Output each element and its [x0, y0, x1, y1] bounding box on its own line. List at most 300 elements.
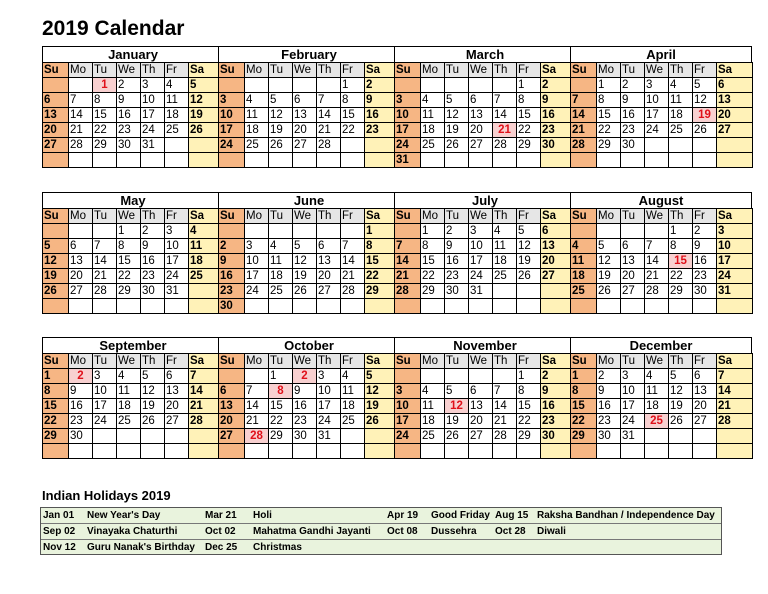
holiday-name: Raksha Bandhan / Independence Day — [537, 510, 715, 521]
day-cell: 22 — [517, 123, 541, 138]
weekday-header: Tu — [445, 209, 469, 224]
weekday-header: Sa — [541, 354, 577, 369]
empty-cell — [43, 299, 69, 314]
empty-cell — [469, 444, 493, 459]
month-july — [394, 192, 576, 314]
day-cell: 24 — [317, 414, 341, 429]
empty-cell — [269, 153, 293, 168]
day-cell: 28 — [341, 284, 365, 299]
empty-cell — [469, 369, 493, 384]
month-days-table — [42, 353, 225, 459]
empty-cell — [517, 299, 541, 314]
empty-cell — [717, 299, 753, 314]
day-cell: 2 — [621, 78, 645, 93]
day-cell: 29 — [43, 429, 69, 444]
empty-cell — [43, 444, 69, 459]
day-cell: 7 — [189, 369, 225, 384]
day-cell: 24 — [717, 269, 753, 284]
day-cell: 14 — [317, 108, 341, 123]
day-cell: 10 — [141, 93, 165, 108]
day-cell: 15 — [669, 254, 693, 269]
day-cell: 4 — [189, 224, 225, 239]
day-cell: 7 — [571, 93, 597, 108]
holiday-row — [41, 508, 721, 524]
empty-cell — [395, 299, 421, 314]
month-name: January — [42, 46, 224, 62]
weekday-header: Su — [395, 354, 421, 369]
day-cell: 19 — [693, 108, 717, 123]
holidays-table — [40, 507, 722, 555]
weekday-header: Fr — [165, 354, 189, 369]
day-cell: 2 — [693, 224, 717, 239]
day-cell: 14 — [493, 399, 517, 414]
weekday-header: Mo — [421, 209, 445, 224]
weekday-header: Su — [395, 209, 421, 224]
day-cell: 12 — [365, 384, 401, 399]
weekday-header: Th — [317, 63, 341, 78]
day-cell: 10 — [469, 239, 493, 254]
day-cell: 7 — [245, 384, 269, 399]
day-cell: 25 — [341, 414, 365, 429]
empty-cell — [43, 153, 69, 168]
empty-cell — [717, 444, 753, 459]
day-cell: 21 — [571, 123, 597, 138]
day-cell: 26 — [445, 138, 469, 153]
day-cell: 4 — [341, 369, 365, 384]
weekday-header: Sa — [189, 63, 225, 78]
day-cell: 9 — [541, 93, 577, 108]
day-cell: 23 — [597, 414, 621, 429]
day-cell: 6 — [165, 369, 189, 384]
weekday-header: Fr — [693, 63, 717, 78]
day-cell: 17 — [165, 254, 189, 269]
weekday-header: Fr — [693, 209, 717, 224]
day-cell: 7 — [317, 93, 341, 108]
month-june — [218, 192, 400, 314]
day-cell: 14 — [395, 254, 421, 269]
holiday-date: Oct 02 — [205, 526, 236, 537]
weekday-header: Th — [493, 63, 517, 78]
weekday-header: Th — [317, 209, 341, 224]
weekday-header: Mo — [421, 354, 445, 369]
empty-cell — [469, 153, 493, 168]
day-cell: 29 — [269, 429, 293, 444]
day-cell: 26 — [597, 284, 621, 299]
day-cell: 28 — [69, 138, 93, 153]
day-cell: 27 — [469, 138, 493, 153]
weekday-header: Su — [43, 63, 69, 78]
day-cell: 11 — [493, 239, 517, 254]
day-cell: 1 — [571, 369, 597, 384]
empty-cell — [717, 429, 753, 444]
day-cell: 28 — [493, 138, 517, 153]
day-cell: 8 — [517, 93, 541, 108]
weekday-header: Tu — [93, 354, 117, 369]
day-cell: 5 — [597, 239, 621, 254]
empty-cell — [493, 153, 517, 168]
empty-cell — [117, 153, 141, 168]
day-cell: 7 — [493, 384, 517, 399]
day-cell: 9 — [693, 239, 717, 254]
day-cell: 9 — [445, 239, 469, 254]
empty-cell — [445, 153, 469, 168]
day-cell: 9 — [597, 384, 621, 399]
weekday-header: Fr — [517, 209, 541, 224]
day-cell: 5 — [365, 369, 401, 384]
day-cell: 8 — [365, 239, 401, 254]
day-cell: 14 — [717, 384, 753, 399]
day-cell: 4 — [245, 93, 269, 108]
day-cell: 19 — [669, 399, 693, 414]
day-cell: 17 — [395, 123, 421, 138]
day-cell: 28 — [245, 429, 269, 444]
day-cell: 5 — [517, 224, 541, 239]
holiday-name: Christmas — [253, 542, 302, 553]
day-cell: 25 — [645, 414, 669, 429]
day-cell: 10 — [219, 108, 245, 123]
day-cell: 12 — [517, 239, 541, 254]
day-cell: 22 — [365, 269, 401, 284]
month-name: August — [570, 192, 752, 208]
day-cell: 14 — [341, 254, 365, 269]
day-cell: 18 — [341, 399, 365, 414]
day-cell: 17 — [219, 123, 245, 138]
weekday-header: Sa — [365, 63, 401, 78]
day-cell: 2 — [117, 78, 141, 93]
weekday-header: We — [117, 354, 141, 369]
day-cell: 16 — [693, 254, 717, 269]
day-cell: 18 — [493, 254, 517, 269]
day-cell: 4 — [117, 369, 141, 384]
day-cell: 23 — [541, 123, 577, 138]
day-cell: 8 — [421, 239, 445, 254]
day-cell: 6 — [541, 224, 577, 239]
holiday-date: Sep 02 — [43, 526, 76, 537]
empty-cell — [571, 224, 597, 239]
day-cell: 12 — [597, 254, 621, 269]
day-cell: 15 — [269, 399, 293, 414]
day-cell: 10 — [621, 384, 645, 399]
holiday-date: Oct 28 — [495, 526, 526, 537]
empty-cell — [621, 299, 645, 314]
day-cell: 11 — [645, 384, 669, 399]
weekday-header: Fr — [341, 63, 365, 78]
empty-cell — [245, 224, 269, 239]
day-cell: 2 — [445, 224, 469, 239]
day-cell: 1 — [365, 224, 401, 239]
holiday-name: New Year's Day — [87, 510, 161, 521]
empty-cell — [693, 153, 717, 168]
day-cell: 21 — [493, 414, 517, 429]
day-cell: 1 — [421, 224, 445, 239]
day-cell: 20 — [469, 414, 493, 429]
day-cell: 19 — [293, 269, 317, 284]
day-cell: 13 — [621, 254, 645, 269]
empty-cell — [445, 299, 469, 314]
holiday-row — [41, 524, 721, 540]
empty-cell — [219, 224, 245, 239]
empty-cell — [341, 138, 365, 153]
weekday-header: We — [645, 209, 669, 224]
empty-cell — [717, 138, 753, 153]
day-cell: 21 — [93, 269, 117, 284]
empty-cell — [645, 299, 669, 314]
day-cell: 15 — [117, 254, 141, 269]
weekday-header: Sa — [189, 354, 225, 369]
day-cell: 4 — [165, 78, 189, 93]
day-cell: 20 — [541, 254, 577, 269]
day-cell: 19 — [597, 269, 621, 284]
day-cell: 17 — [93, 399, 117, 414]
weekday-header: Th — [669, 354, 693, 369]
month-days-table — [218, 353, 401, 459]
empty-cell — [421, 299, 445, 314]
day-cell: 13 — [317, 254, 341, 269]
day-cell: 3 — [141, 78, 165, 93]
day-cell: 20 — [69, 269, 93, 284]
day-cell: 14 — [69, 108, 93, 123]
month-days-table — [218, 62, 401, 168]
weekday-header: Mo — [245, 63, 269, 78]
day-cell: 30 — [541, 429, 577, 444]
day-cell: 2 — [219, 239, 245, 254]
day-cell: 18 — [245, 123, 269, 138]
weekday-header: We — [469, 209, 493, 224]
empty-cell — [245, 153, 269, 168]
day-cell: 7 — [69, 93, 93, 108]
weekday-header: Tu — [269, 63, 293, 78]
empty-cell — [43, 78, 69, 93]
day-cell: 21 — [245, 414, 269, 429]
day-cell: 4 — [571, 239, 597, 254]
day-cell: 28 — [571, 138, 597, 153]
empty-cell — [219, 78, 245, 93]
empty-cell — [293, 78, 317, 93]
day-cell: 4 — [669, 78, 693, 93]
day-cell: 9 — [293, 384, 317, 399]
day-cell: 22 — [269, 414, 293, 429]
month-may — [42, 192, 224, 314]
empty-cell — [317, 444, 341, 459]
day-cell: 31 — [141, 138, 165, 153]
empty-cell — [597, 299, 621, 314]
weekday-header: Tu — [269, 354, 293, 369]
day-cell: 13 — [293, 108, 317, 123]
month-august — [570, 192, 752, 314]
weekday-header: Mo — [245, 209, 269, 224]
day-cell: 23 — [69, 414, 93, 429]
empty-cell — [517, 284, 541, 299]
empty-cell — [341, 224, 365, 239]
weekday-header: Fr — [165, 63, 189, 78]
month-september — [42, 337, 224, 459]
weekday-header: Su — [219, 63, 245, 78]
day-cell: 22 — [117, 269, 141, 284]
day-cell: 22 — [341, 123, 365, 138]
empty-cell — [693, 299, 717, 314]
weekday-header: Tu — [93, 63, 117, 78]
day-cell: 19 — [517, 254, 541, 269]
day-cell: 29 — [571, 429, 597, 444]
day-cell: 5 — [445, 384, 469, 399]
month-october — [218, 337, 400, 459]
holiday-date: Mar 21 — [205, 510, 237, 521]
empty-cell — [645, 153, 669, 168]
day-cell: 13 — [717, 93, 753, 108]
day-cell: 9 — [365, 93, 401, 108]
weekday-header: Tu — [621, 354, 645, 369]
empty-cell — [245, 444, 269, 459]
empty-cell — [269, 444, 293, 459]
day-cell: 16 — [445, 254, 469, 269]
day-cell: 30 — [69, 429, 93, 444]
day-cell: 16 — [69, 399, 93, 414]
day-cell: 27 — [621, 284, 645, 299]
weekday-header: Su — [43, 209, 69, 224]
day-cell: 16 — [621, 108, 645, 123]
day-cell: 30 — [293, 429, 317, 444]
day-cell: 15 — [571, 399, 597, 414]
day-cell: 26 — [43, 284, 69, 299]
day-cell: 13 — [469, 399, 493, 414]
holiday-name: Vinayaka Chaturthi — [87, 526, 178, 537]
day-cell: 6 — [469, 384, 493, 399]
weekday-header: Mo — [69, 209, 93, 224]
day-cell: 17 — [141, 108, 165, 123]
day-cell: 11 — [421, 108, 445, 123]
day-cell: 26 — [141, 414, 165, 429]
day-cell: 5 — [189, 78, 225, 93]
holiday-date: Oct 08 — [387, 526, 418, 537]
holiday-date: Aug 15 — [495, 510, 529, 521]
day-cell: 27 — [469, 429, 493, 444]
day-cell: 22 — [669, 269, 693, 284]
empty-cell — [395, 224, 421, 239]
day-cell: 13 — [541, 239, 577, 254]
empty-cell — [93, 153, 117, 168]
day-cell: 11 — [245, 108, 269, 123]
day-cell: 20 — [293, 123, 317, 138]
day-cell: 13 — [693, 384, 717, 399]
weekday-header: Su — [571, 354, 597, 369]
empty-cell — [69, 444, 93, 459]
day-cell: 14 — [571, 108, 597, 123]
day-cell: 28 — [189, 414, 225, 429]
empty-cell — [493, 369, 517, 384]
day-cell: 12 — [141, 384, 165, 399]
day-cell: 2 — [69, 369, 93, 384]
day-cell: 25 — [571, 284, 597, 299]
day-cell: 6 — [693, 369, 717, 384]
holiday-date: Nov 12 — [43, 542, 76, 553]
day-cell: 26 — [693, 123, 717, 138]
day-cell: 21 — [317, 123, 341, 138]
day-cell: 26 — [269, 138, 293, 153]
day-cell: 29 — [517, 429, 541, 444]
day-cell: 28 — [317, 138, 341, 153]
day-cell: 6 — [219, 384, 245, 399]
day-cell: 28 — [717, 414, 753, 429]
day-cell: 23 — [693, 269, 717, 284]
empty-cell — [693, 444, 717, 459]
day-cell: 8 — [517, 384, 541, 399]
day-cell: 25 — [421, 138, 445, 153]
day-cell: 10 — [245, 254, 269, 269]
day-cell: 25 — [269, 284, 293, 299]
day-cell: 6 — [317, 239, 341, 254]
holiday-name: Diwali — [537, 526, 566, 537]
empty-cell — [469, 78, 493, 93]
month-name: September — [42, 337, 224, 353]
empty-cell — [317, 78, 341, 93]
weekday-header: Tu — [445, 354, 469, 369]
day-cell: 31 — [165, 284, 189, 299]
empty-cell — [493, 299, 517, 314]
day-cell: 3 — [621, 369, 645, 384]
day-cell: 16 — [597, 399, 621, 414]
day-cell: 8 — [669, 239, 693, 254]
day-cell: 15 — [421, 254, 445, 269]
month-days-table — [394, 353, 577, 459]
weekday-header: Th — [669, 63, 693, 78]
day-cell: 30 — [141, 284, 165, 299]
day-cell: 23 — [293, 414, 317, 429]
day-cell: 24 — [395, 138, 421, 153]
day-cell: 10 — [717, 239, 753, 254]
day-cell: 20 — [43, 123, 69, 138]
empty-cell — [341, 299, 365, 314]
empty-cell — [669, 153, 693, 168]
empty-cell — [621, 153, 645, 168]
day-cell: 29 — [365, 284, 401, 299]
day-cell: 30 — [117, 138, 141, 153]
day-cell: 1 — [341, 78, 365, 93]
weekday-header: Su — [571, 63, 597, 78]
day-cell: 27 — [165, 414, 189, 429]
month-december — [570, 337, 752, 459]
day-cell: 21 — [645, 269, 669, 284]
weekday-header: Th — [317, 354, 341, 369]
holiday-date: Apr 19 — [387, 510, 419, 521]
day-cell: 22 — [517, 414, 541, 429]
month-name: December — [570, 337, 752, 353]
weekday-header: Sa — [541, 209, 577, 224]
holiday-name: Good Friday — [431, 510, 490, 521]
day-cell: 6 — [43, 93, 69, 108]
day-cell: 27 — [717, 123, 753, 138]
empty-cell — [571, 299, 597, 314]
empty-cell — [395, 444, 421, 459]
day-cell: 24 — [469, 269, 493, 284]
empty-cell — [69, 153, 93, 168]
day-cell: 11 — [165, 93, 189, 108]
empty-cell — [141, 429, 165, 444]
weekday-header: Su — [219, 354, 245, 369]
day-cell: 12 — [693, 93, 717, 108]
empty-cell — [165, 153, 189, 168]
day-cell: 7 — [717, 369, 753, 384]
empty-cell — [445, 78, 469, 93]
day-cell: 17 — [717, 254, 753, 269]
empty-cell — [93, 224, 117, 239]
day-cell: 15 — [517, 399, 541, 414]
empty-cell — [571, 78, 597, 93]
day-cell: 17 — [469, 254, 493, 269]
empty-cell — [645, 224, 669, 239]
day-cell: 3 — [245, 239, 269, 254]
day-cell: 13 — [165, 384, 189, 399]
day-cell: 25 — [493, 269, 517, 284]
